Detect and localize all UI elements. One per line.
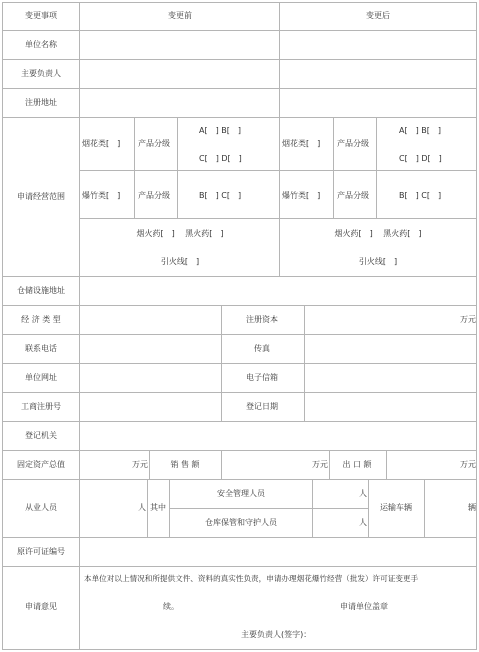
fax-label: 传真 (254, 344, 270, 353)
phone-label: 联系电话 (25, 344, 57, 353)
before-powder-checkbox[interactable]: 烟火药[ ] 黑火药[ ] (136, 229, 224, 238)
header-before-label: 变更前 (168, 11, 192, 20)
opinion-label: 申请意见 (25, 602, 57, 611)
before-grade-bc-checkbox[interactable]: B[ ] C[ ] (199, 191, 242, 200)
after-fireworks-checkbox[interactable]: 烟花类[ ] (282, 139, 321, 148)
header-item-label: 变更事项 (25, 11, 57, 20)
employees-among-label: 其中 (150, 503, 166, 512)
before-crackers-checkbox[interactable]: 爆竹类[ ] (82, 191, 121, 200)
employees-unit: 人 (138, 503, 146, 512)
applicant-seal-label: 申请单位盖章 (340, 602, 388, 611)
before-fireworks-checkbox[interactable]: 烟花类[ ] (82, 139, 121, 148)
email-label: 电子信箱 (246, 373, 278, 382)
website-label: 单位网址 (25, 373, 57, 382)
after-crackers-checkbox[interactable]: 爆竹类[ ] (282, 191, 321, 200)
before-fireworks-grade-label: 产品分级 (138, 139, 170, 148)
after-crackers-grade-label: 产品分级 (337, 191, 369, 200)
opinion-statement-line1: 本单位对以上情况和所提供文件、资料的真实性负责，申请办理烟花爆竹经营（批发）许可证变更手 (84, 574, 419, 583)
vehicles-unit: 辆 (468, 503, 476, 512)
warehouse-staff-label: 仓库保管和守护人员 (205, 518, 277, 527)
after-grade-cd-checkbox[interactable]: C[ ] D[ ] (399, 154, 442, 163)
reg-capital-label: 注册资本 (246, 315, 278, 324)
reg-address-label: 注册地址 (25, 98, 57, 107)
export-label: 出 口 额 (342, 460, 372, 469)
warehouse-staff-unit: 人 (359, 518, 367, 527)
reg-capital-unit: 万元 (460, 315, 476, 324)
vehicles-label: 运输车辆 (380, 503, 412, 512)
permit-no-label: 原许可证编号 (17, 547, 65, 556)
before-grade-ab-checkbox[interactable]: A[ ] B[ ] (199, 126, 241, 135)
after-powder-checkbox[interactable]: 烟火药[ ] 黑火药[ ] (334, 229, 422, 238)
reg-authority-label: 登记机关 (25, 431, 57, 440)
fixed-assets-label: 固定资产总值 (17, 460, 65, 469)
fixed-assets-unit: 万元 (132, 460, 148, 469)
opinion-statement-line2: 续。 (163, 602, 179, 611)
after-grade-bc-checkbox[interactable]: B[ ] C[ ] (399, 191, 442, 200)
business-reg-no-label: 工商注册号 (21, 402, 61, 411)
sales-unit: 万元 (312, 460, 328, 469)
before-crackers-grade-label: 产品分级 (138, 191, 170, 200)
economic-type-label: 经 济 类 型 (21, 315, 61, 324)
sales-label: 销 售 额 (170, 460, 200, 469)
header-after-label: 变更后 (366, 11, 390, 20)
before-grade-cd-checkbox[interactable]: C[ ] D[ ] (199, 154, 242, 163)
reg-date-label: 登记日期 (246, 402, 278, 411)
business-scope-label: 申请经营范围 (17, 192, 65, 201)
principal-signature-label: 主要负责人(签字)： (241, 630, 312, 639)
employees-label: 从业人员 (25, 503, 57, 512)
storage-address-label: 仓储设施地址 (17, 286, 65, 295)
unit-name-label: 单位名称 (25, 40, 57, 49)
after-fuse-checkbox[interactable]: 引火线[ ] (358, 257, 398, 266)
principal-label: 主要负责人 (21, 69, 61, 78)
export-unit: 万元 (460, 460, 476, 469)
after-fireworks-grade-label: 产品分级 (337, 139, 369, 148)
after-grade-ab-checkbox[interactable]: A[ ] B[ ] (399, 126, 441, 135)
safety-staff-unit: 人 (359, 489, 367, 498)
safety-staff-label: 安全管理人员 (217, 489, 265, 498)
before-fuse-checkbox[interactable]: 引火线[ ] (160, 257, 200, 266)
